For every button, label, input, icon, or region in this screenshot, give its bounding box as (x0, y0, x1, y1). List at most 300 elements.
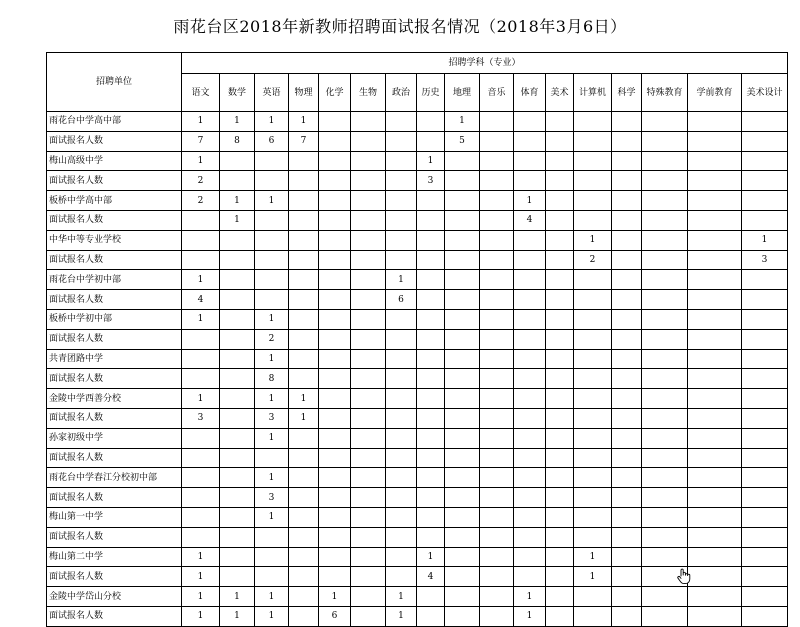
count-cell (642, 448, 688, 468)
count-cell (319, 250, 351, 270)
count-cell (319, 567, 351, 587)
count-cell: 1 (220, 606, 255, 626)
count-cell (289, 270, 319, 290)
count-cell: 1 (445, 112, 480, 132)
count-cell (546, 270, 574, 290)
count-cell (612, 131, 642, 151)
count-cell (220, 171, 255, 191)
count-cell: 8 (255, 369, 289, 389)
count-cell (574, 171, 612, 191)
count-cell (742, 309, 788, 329)
count-cell (417, 290, 445, 310)
count-cell (319, 270, 351, 290)
table-row (47, 507, 788, 527)
count-cell (688, 270, 742, 290)
count-cell (289, 567, 319, 587)
count-cell (574, 468, 612, 488)
count-cell (445, 507, 480, 527)
count-cell (417, 507, 445, 527)
count-cell: 1 (182, 547, 220, 567)
count-cell (182, 349, 220, 369)
count-cell (642, 171, 688, 191)
count-cell (514, 349, 546, 369)
unit-name-cell: 面试报名人数 (47, 131, 182, 151)
count-cell (612, 112, 642, 132)
count-cell: 1 (255, 468, 289, 488)
count-cell (514, 567, 546, 587)
count-cell (480, 468, 514, 488)
count-cell (319, 329, 351, 349)
count-cell (445, 210, 480, 230)
count-cell (386, 131, 417, 151)
unit-name-cell: 面试报名人数 (47, 329, 182, 349)
unit-name-cell: 梅山高级中学 (47, 151, 182, 171)
table-row (47, 408, 788, 428)
count-cell (612, 468, 642, 488)
count-cell (546, 369, 574, 389)
count-cell (386, 527, 417, 547)
count-cell (574, 527, 612, 547)
count-cell (612, 389, 642, 409)
count-cell (688, 191, 742, 211)
count-cell: 1 (386, 587, 417, 607)
count-cell (289, 329, 319, 349)
count-cell: 4 (514, 210, 546, 230)
count-cell (386, 151, 417, 171)
count-cell (289, 191, 319, 211)
count-cell (220, 349, 255, 369)
count-cell (514, 389, 546, 409)
count-cell (574, 428, 612, 448)
subject-group-header: 招聘学科（专业） (182, 53, 788, 74)
count-cell (574, 369, 612, 389)
count-cell (220, 468, 255, 488)
count-cell (417, 210, 445, 230)
count-cell (445, 191, 480, 211)
count-cell (574, 112, 612, 132)
count-cell (546, 587, 574, 607)
count-cell (445, 468, 480, 488)
count-cell (642, 191, 688, 211)
count-cell (480, 606, 514, 626)
count-cell (688, 428, 742, 448)
count-cell: 1 (220, 112, 255, 132)
count-cell: 3 (255, 488, 289, 508)
unit-name-cell: 金陵中学西善分校 (47, 389, 182, 409)
count-cell (255, 527, 289, 547)
count-cell (742, 587, 788, 607)
count-cell (480, 448, 514, 468)
count-cell (642, 527, 688, 547)
count-cell (351, 369, 386, 389)
table-row (47, 309, 788, 329)
count-cell (182, 488, 220, 508)
count-cell (480, 309, 514, 329)
count-cell (386, 468, 417, 488)
count-cell (546, 389, 574, 409)
count-cell: 2 (182, 171, 220, 191)
count-cell (546, 131, 574, 151)
hand-pointer-icon (675, 567, 693, 585)
count-cell (574, 151, 612, 171)
count-cell (351, 488, 386, 508)
count-cell (546, 191, 574, 211)
count-cell (480, 389, 514, 409)
count-cell (480, 131, 514, 151)
count-cell (546, 230, 574, 250)
count-cell (289, 606, 319, 626)
count-cell (546, 250, 574, 270)
count-cell (612, 547, 642, 567)
count-cell (514, 112, 546, 132)
count-cell (386, 191, 417, 211)
count-cell: 1 (386, 606, 417, 626)
count-cell (480, 329, 514, 349)
count-cell (386, 408, 417, 428)
count-cell (220, 527, 255, 547)
count-cell (417, 349, 445, 369)
count-cell (480, 210, 514, 230)
count-cell (642, 210, 688, 230)
count-cell (574, 349, 612, 369)
count-cell (742, 270, 788, 290)
count-cell (688, 448, 742, 468)
table-row (47, 171, 788, 191)
count-cell (514, 448, 546, 468)
count-cell: 3 (182, 408, 220, 428)
count-cell (351, 567, 386, 587)
count-cell (546, 448, 574, 468)
count-cell (351, 349, 386, 369)
count-cell: 3 (742, 250, 788, 270)
count-cell: 8 (220, 131, 255, 151)
count-cell (255, 448, 289, 468)
count-cell: 1 (574, 230, 612, 250)
table-row (47, 329, 788, 349)
count-cell (546, 408, 574, 428)
count-cell (688, 587, 742, 607)
count-cell: 1 (386, 270, 417, 290)
count-cell (480, 428, 514, 448)
count-cell (289, 309, 319, 329)
count-cell (445, 448, 480, 468)
count-cell: 1 (255, 587, 289, 607)
count-cell (289, 210, 319, 230)
count-cell (612, 567, 642, 587)
count-cell (319, 151, 351, 171)
count-cell: 1 (289, 408, 319, 428)
count-cell (289, 488, 319, 508)
count-cell: 1 (182, 567, 220, 587)
count-cell (445, 547, 480, 567)
count-cell (688, 606, 742, 626)
count-cell: 1 (574, 547, 612, 567)
subject-header: 音乐 (480, 74, 514, 112)
table-body (47, 112, 788, 627)
unit-name-cell: 面试报名人数 (47, 488, 182, 508)
subject-header: 生物 (351, 74, 386, 112)
count-cell (351, 112, 386, 132)
count-cell (546, 567, 574, 587)
count-cell (612, 408, 642, 428)
count-cell (220, 567, 255, 587)
count-cell (574, 606, 612, 626)
count-cell (289, 468, 319, 488)
count-cell (546, 547, 574, 567)
count-cell (546, 468, 574, 488)
count-cell (514, 329, 546, 349)
count-cell (612, 587, 642, 607)
unit-name-cell: 雨花台中学初中部 (47, 270, 182, 290)
subject-header: 特殊教育 (642, 74, 688, 112)
count-cell (574, 290, 612, 310)
unit-name-cell: 面试报名人数 (47, 606, 182, 626)
count-cell (351, 309, 386, 329)
count-cell (319, 112, 351, 132)
count-cell (612, 250, 642, 270)
count-cell (514, 547, 546, 567)
count-cell (546, 151, 574, 171)
count-cell (220, 290, 255, 310)
count-cell (417, 230, 445, 250)
page-title: 雨花台区2018年新教师招聘面试报名情况（2018年3月6日） (173, 17, 627, 36)
count-cell: 4 (182, 290, 220, 310)
count-cell (220, 389, 255, 409)
count-cell (351, 428, 386, 448)
count-cell (351, 448, 386, 468)
count-cell (546, 309, 574, 329)
count-cell (319, 408, 351, 428)
count-cell (742, 131, 788, 151)
count-cell: 1 (514, 191, 546, 211)
count-cell (220, 270, 255, 290)
count-cell (642, 309, 688, 329)
count-cell (220, 428, 255, 448)
count-cell (688, 567, 742, 587)
count-cell (319, 468, 351, 488)
count-cell (417, 369, 445, 389)
count-cell (182, 329, 220, 349)
count-cell (417, 191, 445, 211)
count-cell (480, 488, 514, 508)
count-cell (688, 230, 742, 250)
count-cell (351, 507, 386, 527)
count-cell (182, 250, 220, 270)
count-cell (417, 329, 445, 349)
count-cell (351, 270, 386, 290)
count-cell (688, 250, 742, 270)
count-cell (574, 448, 612, 468)
count-cell: 1 (182, 389, 220, 409)
count-cell (688, 112, 742, 132)
count-cell (642, 349, 688, 369)
unit-name-cell: 面试报名人数 (47, 527, 182, 547)
count-cell (546, 210, 574, 230)
count-cell (514, 507, 546, 527)
table-row (47, 290, 788, 310)
count-cell (417, 468, 445, 488)
count-cell (742, 151, 788, 171)
count-cell (742, 290, 788, 310)
count-cell (386, 329, 417, 349)
count-cell (386, 309, 417, 329)
count-cell (417, 587, 445, 607)
count-cell: 2 (574, 250, 612, 270)
count-cell (289, 349, 319, 369)
count-cell (546, 171, 574, 191)
count-cell (480, 191, 514, 211)
count-cell: 1 (182, 112, 220, 132)
count-cell (742, 369, 788, 389)
count-cell (255, 290, 289, 310)
table-row (47, 488, 788, 508)
count-cell (445, 171, 480, 191)
table-row (47, 230, 788, 250)
table-row (47, 606, 788, 626)
count-cell (289, 230, 319, 250)
count-cell: 1 (574, 567, 612, 587)
count-cell (255, 270, 289, 290)
count-cell (574, 270, 612, 290)
count-cell (289, 428, 319, 448)
count-cell (514, 309, 546, 329)
count-cell (445, 527, 480, 547)
count-cell (319, 131, 351, 151)
count-cell (351, 191, 386, 211)
count-cell (688, 507, 742, 527)
subject-header: 学前教育 (688, 74, 742, 112)
count-cell (574, 587, 612, 607)
count-cell (612, 349, 642, 369)
count-cell (289, 547, 319, 567)
count-cell (642, 468, 688, 488)
count-cell (220, 408, 255, 428)
table-row (47, 349, 788, 369)
count-cell (480, 151, 514, 171)
count-cell (386, 250, 417, 270)
count-cell (742, 527, 788, 547)
count-cell (480, 349, 514, 369)
table-row (47, 250, 788, 270)
count-cell: 7 (289, 131, 319, 151)
count-cell (574, 210, 612, 230)
subject-header: 语文 (182, 74, 220, 112)
count-cell (289, 151, 319, 171)
count-cell: 2 (182, 191, 220, 211)
count-cell (642, 270, 688, 290)
count-cell: 4 (417, 567, 445, 587)
count-cell (546, 606, 574, 626)
subject-header: 体育 (514, 74, 546, 112)
subject-header: 美术 (546, 74, 574, 112)
unit-name-cell: 面试报名人数 (47, 408, 182, 428)
count-cell (642, 151, 688, 171)
count-cell (612, 369, 642, 389)
count-cell (182, 428, 220, 448)
count-cell (688, 408, 742, 428)
count-cell (445, 250, 480, 270)
count-cell: 1 (514, 606, 546, 626)
count-cell (480, 567, 514, 587)
count-cell (742, 547, 788, 567)
count-cell (319, 191, 351, 211)
count-cell (688, 210, 742, 230)
count-cell (319, 309, 351, 329)
count-cell (688, 527, 742, 547)
count-cell (220, 151, 255, 171)
subject-header: 数学 (220, 74, 255, 112)
count-cell: 1 (182, 606, 220, 626)
count-cell (688, 171, 742, 191)
count-cell (742, 112, 788, 132)
count-cell (319, 290, 351, 310)
count-cell (289, 507, 319, 527)
count-cell (417, 527, 445, 547)
count-cell (182, 527, 220, 547)
count-cell (642, 606, 688, 626)
count-cell (742, 389, 788, 409)
count-cell (255, 567, 289, 587)
count-cell (546, 428, 574, 448)
count-cell: 2 (255, 329, 289, 349)
count-cell (319, 527, 351, 547)
count-cell (546, 488, 574, 508)
count-cell: 6 (255, 131, 289, 151)
count-cell: 1 (182, 309, 220, 329)
count-cell (351, 210, 386, 230)
count-cell (480, 408, 514, 428)
count-cell: 1 (220, 210, 255, 230)
count-cell (255, 230, 289, 250)
count-cell: 1 (289, 112, 319, 132)
count-cell: 1 (255, 349, 289, 369)
count-cell (574, 329, 612, 349)
count-cell: 1 (182, 151, 220, 171)
count-cell (445, 349, 480, 369)
count-cell (386, 488, 417, 508)
count-cell (386, 171, 417, 191)
count-cell (514, 428, 546, 448)
count-cell (642, 290, 688, 310)
count-cell (688, 290, 742, 310)
count-cell: 1 (417, 547, 445, 567)
count-cell (220, 448, 255, 468)
count-cell (351, 547, 386, 567)
unit-name-cell: 面试报名人数 (47, 369, 182, 389)
count-cell (386, 349, 417, 369)
count-cell (255, 171, 289, 191)
count-cell (742, 606, 788, 626)
count-cell (514, 290, 546, 310)
unit-name-cell: 板桥中学初中部 (47, 309, 182, 329)
count-cell: 1 (255, 606, 289, 626)
count-cell (445, 329, 480, 349)
subject-header: 地理 (445, 74, 480, 112)
count-cell: 1 (255, 191, 289, 211)
unit-name-cell: 雨花台中学春江分校初中部 (47, 468, 182, 488)
unit-name-cell: 面试报名人数 (47, 171, 182, 191)
count-cell (417, 389, 445, 409)
count-cell (220, 488, 255, 508)
unit-name-cell: 中华中等专业学校 (47, 230, 182, 250)
count-cell (417, 270, 445, 290)
count-cell (742, 329, 788, 349)
table-row (47, 468, 788, 488)
count-cell (514, 369, 546, 389)
table-row (47, 369, 788, 389)
count-cell (386, 112, 417, 132)
count-cell: 6 (319, 606, 351, 626)
